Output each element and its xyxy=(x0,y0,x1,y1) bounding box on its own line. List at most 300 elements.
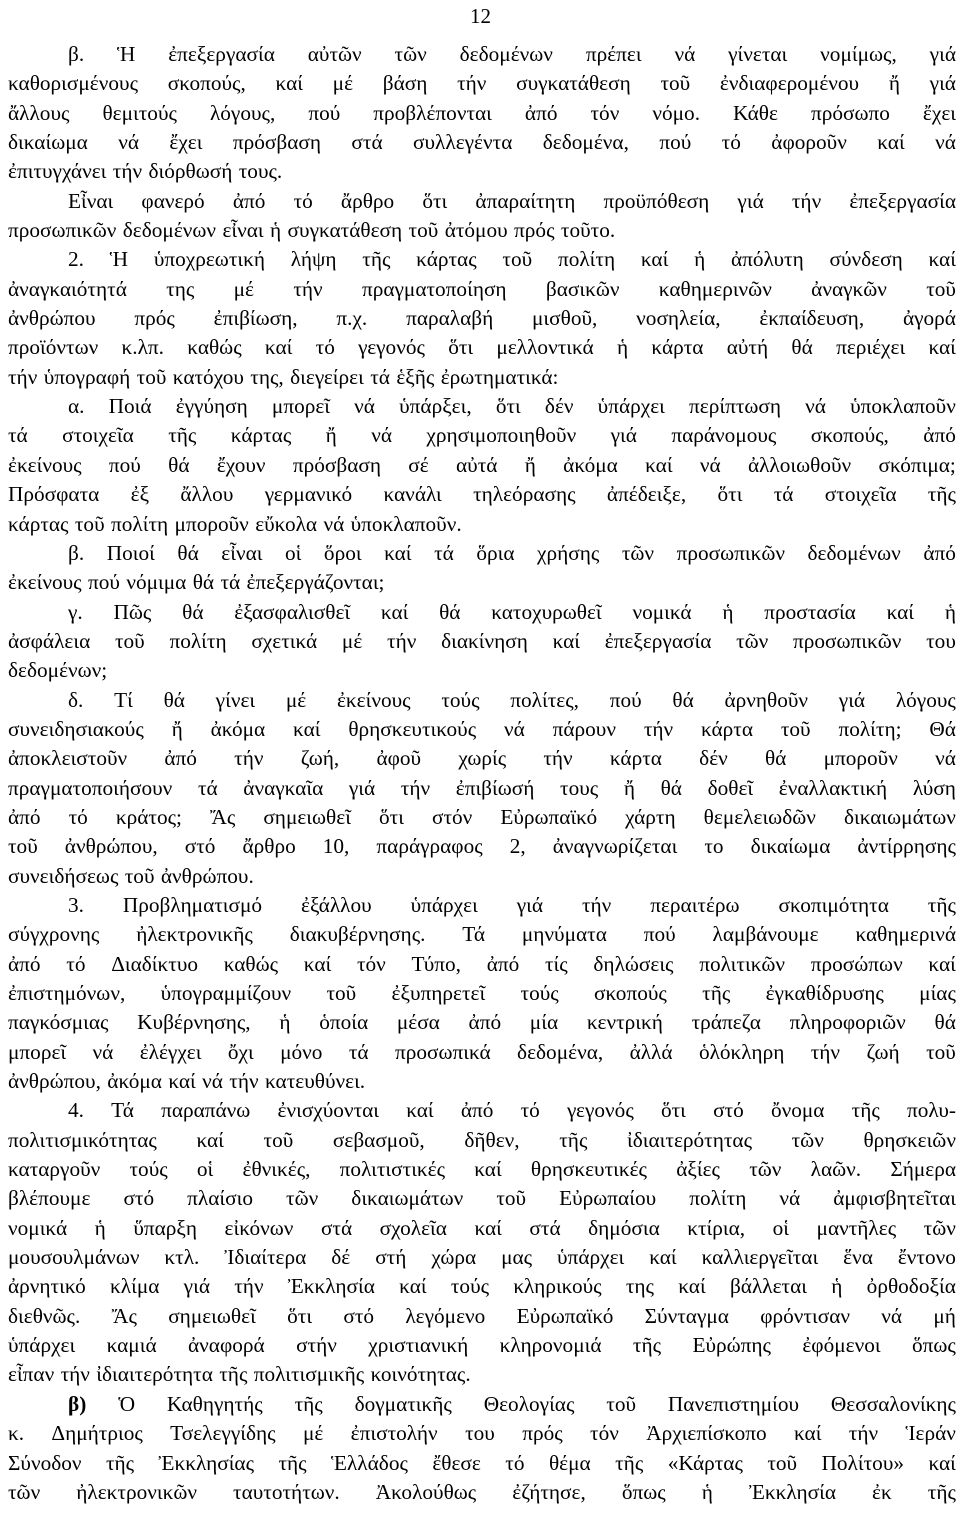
word: κληρονομιά xyxy=(499,1333,602,1358)
word: ἀπό xyxy=(923,540,956,565)
word: Κάθε xyxy=(733,100,778,125)
word: θά xyxy=(672,687,694,712)
word: τῆς xyxy=(632,1333,662,1358)
word: ἀναφορά xyxy=(188,1333,265,1358)
word: καί xyxy=(406,1098,434,1123)
word: τοῦ xyxy=(767,1450,798,1475)
word: χρήσης xyxy=(537,540,600,565)
word: καί xyxy=(275,71,303,96)
word: πολίτη xyxy=(169,628,227,653)
word: Θεσσαλονίκης xyxy=(830,1391,956,1416)
text-line xyxy=(8,99,956,128)
word: λήψη xyxy=(290,247,337,272)
word: τούς xyxy=(520,981,559,1005)
word: ὅρια xyxy=(476,540,515,565)
word: στόν xyxy=(431,804,473,829)
word: ἔχει xyxy=(922,100,956,125)
word: τήν xyxy=(112,159,143,184)
word: καί xyxy=(264,335,293,360)
word: περίπτωση xyxy=(689,394,782,419)
word: ἐπεξεργάζονται; xyxy=(246,570,385,595)
text-line xyxy=(8,539,956,568)
word: ἐκ xyxy=(872,1479,892,1504)
word: ὅτι xyxy=(422,188,448,213)
word: β. xyxy=(68,540,85,565)
word: πρόσβαση xyxy=(292,452,381,477)
word: σκοπούς, xyxy=(167,71,246,96)
word: θεμιτούς xyxy=(102,100,177,125)
text-line xyxy=(8,832,956,861)
word: ἀναγκαῖα xyxy=(243,775,324,800)
word: γιά xyxy=(838,687,866,712)
word: καί xyxy=(474,1215,502,1240)
word: σκοπούς, xyxy=(810,423,889,448)
word: θά xyxy=(934,1010,956,1035)
word: ἀπό xyxy=(164,746,197,771)
word: ὑπογραμμίζουν xyxy=(160,981,292,1005)
word: ἐπιβίωση, xyxy=(213,306,298,331)
word: θρησκειῶν xyxy=(863,1127,956,1152)
word: νόμιμα xyxy=(126,570,187,595)
word: ἐρωτηματικά: xyxy=(440,364,559,389)
word: ὑποκλαποῦν xyxy=(850,394,956,419)
word: β. xyxy=(68,42,85,66)
word: Τύπο, xyxy=(411,951,461,976)
word: ἀγορά xyxy=(902,306,956,331)
word: ὁποία xyxy=(319,1010,369,1035)
word: καί xyxy=(196,1127,224,1152)
word: ἐκπαίδευση, xyxy=(759,306,865,331)
word: τῶν xyxy=(923,1215,956,1240)
word: τήν xyxy=(643,716,674,741)
word: τῶν xyxy=(8,1479,41,1504)
word: πολιτικῶν xyxy=(699,951,786,976)
word: ἀναγκῶν xyxy=(811,276,887,301)
word: προσωπικά xyxy=(394,1039,491,1064)
word: ἐνδιαφερομένου xyxy=(719,71,860,96)
word: 3. xyxy=(68,892,84,917)
word: μπορεῖ xyxy=(271,394,331,419)
word: δημόσια xyxy=(588,1215,660,1240)
word: στήν xyxy=(296,1333,337,1358)
word: καί xyxy=(474,1157,502,1182)
word: θρησκευτικές xyxy=(530,1157,647,1182)
word: νομίμως, xyxy=(820,42,897,66)
word: πού xyxy=(87,570,120,595)
word: δ. xyxy=(68,687,84,712)
text-line xyxy=(8,392,956,421)
word: τῆς xyxy=(219,1362,248,1387)
word: 2, xyxy=(509,834,526,859)
word: ἀρνηθοῦν xyxy=(724,687,809,712)
word: ἀπόλυτη xyxy=(730,247,804,272)
word: ὅπως xyxy=(621,1479,666,1504)
text-line xyxy=(8,363,956,392)
word: καί xyxy=(645,452,673,477)
word: γίνει xyxy=(215,687,256,712)
word: γιά xyxy=(516,892,544,917)
text-line xyxy=(8,245,956,274)
word: ὑπάρχει xyxy=(8,1333,76,1358)
word: ἐφόμενοι xyxy=(802,1333,881,1358)
word: τά xyxy=(8,423,28,448)
word: προσωπικῶν xyxy=(676,540,785,565)
word: ἔθεσε xyxy=(432,1450,481,1475)
word: νά xyxy=(371,423,393,448)
word: ἐθνικές, xyxy=(242,1157,311,1182)
text-line xyxy=(8,69,956,98)
word: αὐτά xyxy=(456,452,498,477)
word: δικαίωμα xyxy=(8,130,88,155)
word: καί xyxy=(649,1245,677,1270)
word: νομικά xyxy=(632,599,692,624)
text-line xyxy=(8,1243,956,1272)
word: του xyxy=(465,1421,495,1446)
word: ἐξ xyxy=(130,482,150,507)
word: Θά xyxy=(929,716,956,741)
word: μία xyxy=(529,1010,559,1035)
word: συλλεγέντα xyxy=(413,130,513,155)
word: ἤ xyxy=(325,423,337,448)
word: ἐπιτυγχάνει xyxy=(8,159,107,184)
word: παγκόσμιας xyxy=(8,1010,109,1035)
word: πάρουν xyxy=(552,716,616,741)
word: τήν xyxy=(234,1274,264,1299)
word: οἱ xyxy=(196,1157,214,1182)
text-line xyxy=(8,1184,956,1213)
word: Τά xyxy=(111,1098,134,1123)
word: θά xyxy=(168,452,190,477)
word: τῆς xyxy=(559,1127,588,1152)
word: πληροφοριῶν xyxy=(789,1010,906,1035)
word: κάρτας xyxy=(8,511,69,536)
word: ἔχουν xyxy=(216,452,266,477)
word: νά xyxy=(935,746,956,771)
page-number: 12 xyxy=(470,4,491,28)
text-line xyxy=(8,510,956,539)
word: τῆς xyxy=(362,247,391,272)
word: ἀκόμα xyxy=(107,1069,162,1094)
word: συνειδησιακούς xyxy=(8,716,144,741)
word: αὐτῶν xyxy=(307,42,362,66)
word: νομικά xyxy=(8,1215,68,1240)
word: διεγείρει xyxy=(290,364,364,389)
word: τῶν xyxy=(749,1157,782,1182)
word: ἠλεκτρονικῶν xyxy=(76,1479,197,1504)
word: Εὐρωπαϊκό xyxy=(516,1303,614,1328)
word: καί xyxy=(678,1274,706,1299)
word: ἡ xyxy=(722,599,734,624)
word: θά xyxy=(439,599,461,624)
word: Ἄς xyxy=(111,1303,137,1328)
word: τοῦ xyxy=(926,276,956,301)
word: χάρτη xyxy=(625,804,676,829)
word: προστασία xyxy=(764,599,856,624)
word: δεδομένα, xyxy=(542,130,629,155)
word: ταυτοτήτων. xyxy=(233,1479,340,1504)
word: τῶν xyxy=(621,540,655,565)
word: θεμελειωδῶν xyxy=(703,804,816,829)
word: της, xyxy=(250,364,284,389)
word: μέ xyxy=(341,628,363,653)
text-line xyxy=(8,1360,956,1389)
word: νά xyxy=(503,716,525,741)
word: της xyxy=(166,276,195,301)
word: Πολίτου» xyxy=(821,1450,905,1475)
word: πρέπει xyxy=(585,42,642,66)
word: Σύνοδον xyxy=(8,1450,82,1475)
word: τοῦ xyxy=(660,71,691,96)
word: ἀνθρώπου, xyxy=(64,834,158,859)
word: βάλλεται xyxy=(729,1274,807,1299)
word: Κυβέρνησης, xyxy=(137,1010,251,1035)
word: στοιχεῖα xyxy=(62,423,134,448)
word: νά xyxy=(323,511,345,536)
word: διεθνῶς. xyxy=(8,1303,81,1328)
word: λόγους xyxy=(895,687,956,712)
text-line xyxy=(8,744,956,773)
word: δογματικῆς xyxy=(354,1391,452,1416)
word: μέσα xyxy=(396,1010,440,1035)
word: μέ xyxy=(332,71,354,96)
text-line xyxy=(8,333,956,362)
word: καί xyxy=(640,247,669,272)
word: γίνεται xyxy=(728,42,788,66)
word: ἐγκαθίδρυσης xyxy=(765,981,884,1005)
word: θά xyxy=(182,599,204,624)
word: ἐπεξεργασία xyxy=(168,42,275,66)
word: ὅτι xyxy=(378,804,404,829)
word: ὑπάρχει xyxy=(410,892,478,917)
word: ὑπογραφή xyxy=(43,364,131,389)
word: Τσελεγγίδης xyxy=(170,1421,276,1446)
word: δεδομένων xyxy=(459,42,553,66)
word: ἀπό xyxy=(486,951,520,976)
word: ἄρθρο xyxy=(340,188,395,213)
word: Τά xyxy=(462,922,485,947)
word: σύνδεση xyxy=(829,247,903,272)
word: κάρτα xyxy=(651,335,704,360)
word: πραγματοποίηση xyxy=(361,276,507,301)
word: ἰδιαιτερότητα xyxy=(96,1362,213,1387)
word: ἀφοῦ xyxy=(376,746,422,771)
text-line xyxy=(8,598,956,627)
word: τούς xyxy=(441,687,480,712)
word: καί xyxy=(399,1274,427,1299)
word: κληρικούς xyxy=(513,1274,602,1299)
word: ἡ xyxy=(616,335,629,360)
word: σεβασμοῦ, xyxy=(332,1127,425,1152)
word: Θεολογίας xyxy=(483,1391,575,1416)
word: Σύνταγμα xyxy=(644,1303,729,1328)
word: γεγονός xyxy=(358,335,425,360)
word: ὅτι xyxy=(717,482,743,507)
word: ἄλλους xyxy=(8,100,70,125)
text-line xyxy=(8,187,956,216)
word: τήν xyxy=(848,1421,879,1446)
word: λαμβάνουμε xyxy=(712,922,819,947)
word: καί xyxy=(928,247,956,272)
word: χώρα xyxy=(431,1245,477,1270)
text-line xyxy=(8,774,956,803)
word: στή xyxy=(375,1245,407,1270)
word: του xyxy=(926,628,956,653)
word: ὁλόκληρη xyxy=(698,1039,785,1064)
word: τόν xyxy=(356,951,386,976)
word: πού xyxy=(308,100,341,125)
word: νά xyxy=(202,1069,223,1094)
word: ἀρνητικό xyxy=(8,1274,86,1299)
word: κανάλι xyxy=(383,482,442,507)
word: ἀπέδειξε, xyxy=(606,482,687,507)
word: Ἰδιαίτερα xyxy=(224,1245,307,1270)
word: καταργοῦν xyxy=(8,1157,101,1182)
word: Ἡ xyxy=(109,247,129,272)
word: νά xyxy=(699,452,721,477)
word: μίας xyxy=(919,981,956,1005)
word: ἀκόμα xyxy=(563,452,618,477)
bold-label: β) xyxy=(68,1391,87,1416)
word: ἐξυπηρετεῖ xyxy=(391,981,486,1005)
word: σχολεῖα xyxy=(379,1215,447,1240)
word: ὄχι xyxy=(227,1039,254,1064)
word: κ.λπ. xyxy=(121,335,164,360)
word: Ἄς xyxy=(210,804,236,829)
word: ὀρθοδοξία xyxy=(866,1274,956,1299)
word: τούς xyxy=(450,1274,490,1299)
word: τήν xyxy=(234,746,264,771)
word: δεδομένων xyxy=(807,540,901,565)
word: μαντῆλες xyxy=(816,1215,897,1240)
word: γιά xyxy=(348,775,376,800)
word: καλλιεργεῖται xyxy=(701,1245,819,1270)
word: πού xyxy=(108,452,141,477)
word: τήν xyxy=(60,1362,90,1387)
text-line xyxy=(8,1390,956,1419)
word: περαιτέρω xyxy=(650,892,740,917)
word: ἐκείνους xyxy=(336,687,411,712)
word: ἀπαραίτητη xyxy=(475,188,576,213)
word: τῆς xyxy=(851,1098,880,1123)
word: τῆς xyxy=(278,1450,307,1475)
word: τῆς xyxy=(927,1479,956,1504)
word: διόρθωσή xyxy=(148,159,233,184)
word: Ἱεράν xyxy=(905,1421,956,1446)
word: τήν xyxy=(229,1069,259,1094)
text-line xyxy=(8,1302,956,1331)
word: Πρόσφατα xyxy=(8,482,100,507)
word: μόνο xyxy=(280,1039,323,1064)
word: παράγραφος xyxy=(376,834,483,859)
word: ἤ xyxy=(524,452,536,477)
word: ἀπό xyxy=(232,188,266,213)
word: καθορισμένους xyxy=(8,71,139,96)
word: καί xyxy=(928,335,956,360)
word: λύση xyxy=(912,775,956,800)
word: ὅπως xyxy=(912,1333,956,1358)
word: στά xyxy=(351,130,383,155)
word: καί xyxy=(794,1421,822,1446)
word: καθώς xyxy=(223,951,279,976)
word: τήν xyxy=(543,746,573,771)
word: τό xyxy=(68,804,88,829)
text-line xyxy=(8,128,956,157)
text-line xyxy=(8,421,956,450)
word: κοινότητας. xyxy=(370,1362,471,1387)
word: προσώπων xyxy=(810,951,903,976)
word: κ. xyxy=(8,1421,25,1446)
document-body xyxy=(8,40,956,1507)
word: ὑποχρεωτική xyxy=(153,247,265,272)
word: δεδομένων; xyxy=(8,658,108,683)
word: ἀνθρώπου xyxy=(8,306,96,331)
word: ἐπεξεργασία xyxy=(849,188,956,213)
word: πολίτη xyxy=(689,1186,747,1211)
word: τόν xyxy=(590,100,620,125)
word: καί xyxy=(877,130,905,155)
word: ἤ xyxy=(171,716,183,741)
word: νά xyxy=(92,1039,114,1064)
word: πρόσωπο xyxy=(810,100,890,125)
word: ἰδιαιτερότητας xyxy=(627,1127,753,1152)
text-line xyxy=(8,1419,956,1448)
word: Ἑλλάδος xyxy=(331,1450,408,1475)
word: τό xyxy=(293,188,313,213)
word: πολίτη xyxy=(111,511,169,536)
word: ἀπό xyxy=(468,1010,502,1035)
word: καί xyxy=(928,1450,956,1475)
word: προϋπόθεση xyxy=(603,188,710,213)
word: ἐπιστολήν xyxy=(350,1421,438,1446)
word: εἶναι xyxy=(222,218,264,243)
word: πρός xyxy=(522,1421,563,1446)
word: ὑπάρχει xyxy=(557,1245,625,1270)
word: τῶν xyxy=(394,42,427,66)
word: Ἀρχιεπίσκοπο xyxy=(646,1421,767,1446)
word: εἶναι xyxy=(221,540,263,565)
word: ἀποκλειστοῦν xyxy=(8,746,128,771)
word: ἐπιστημόνων, xyxy=(8,981,126,1005)
word: κτλ. xyxy=(164,1245,200,1270)
word: προϊόντων xyxy=(8,335,99,360)
word: ἀπό xyxy=(8,804,41,829)
word: λεγόμενο xyxy=(405,1303,486,1328)
word: στοιχεῖα xyxy=(824,482,897,507)
word: Ὁ xyxy=(118,1391,136,1416)
word: τῆς xyxy=(702,981,731,1005)
word: σκοπιμότητα xyxy=(778,892,889,917)
word: Σήμερα xyxy=(890,1157,956,1182)
word: σκόπιμα; xyxy=(878,452,956,477)
word: νά xyxy=(935,130,956,155)
word: φρόντισαν xyxy=(760,1303,850,1328)
word: τοῦ xyxy=(136,364,167,389)
word: 2. xyxy=(68,247,84,272)
word: Δημήτριος xyxy=(51,1421,143,1446)
word: τοῦ xyxy=(74,511,105,536)
word: πού xyxy=(659,130,692,155)
word: διακίνηση xyxy=(441,628,528,653)
word: προσωπικῶν xyxy=(8,218,117,243)
word: τους. xyxy=(238,159,283,184)
word: ὅροι xyxy=(323,540,362,565)
word: τήν xyxy=(8,364,38,389)
word: νά xyxy=(354,394,375,419)
word: σκοπούς xyxy=(594,981,667,1005)
word: σημειωθεῖ xyxy=(263,804,351,829)
word: μηνύματα xyxy=(521,922,607,947)
word: γιά xyxy=(929,42,956,66)
